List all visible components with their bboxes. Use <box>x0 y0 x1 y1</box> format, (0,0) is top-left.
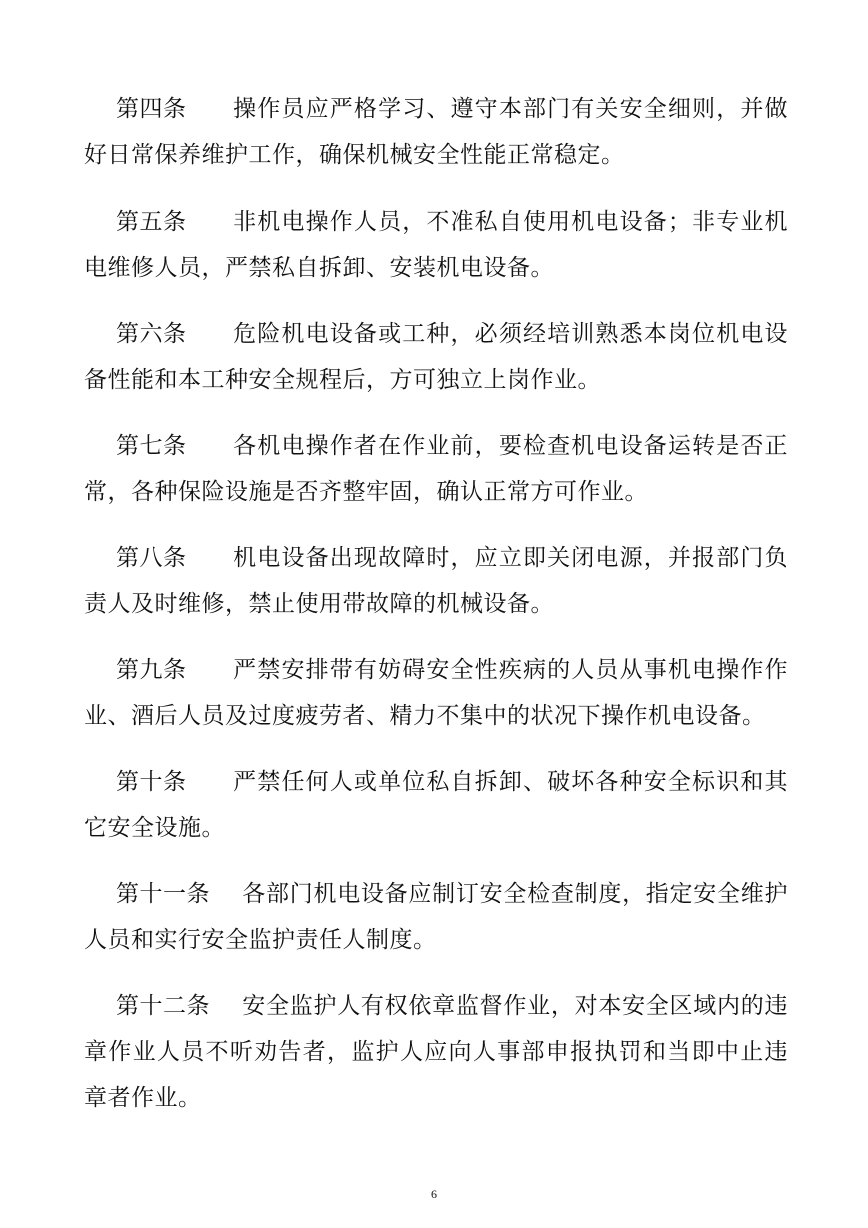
article-12 <box>84 983 788 1121</box>
article-text: 各部门机电设备应制订安全检查制度，指定安全维护人员和实行安全监护责任人制度。 <box>84 881 788 953</box>
article-number: 第六条 <box>116 321 187 347</box>
article-9 <box>84 647 788 739</box>
article-text: 操作员应严格学习、遵守本部门有关安全细则，并做好日常保养维护工作，确保机械安全性能正常稳定。 <box>84 96 788 168</box>
page-number: 6 <box>431 1187 437 1201</box>
article-11 <box>84 871 788 963</box>
article-number: 第八条 <box>116 545 187 571</box>
article-8 <box>84 535 788 627</box>
article-number: 第九条 <box>116 657 187 683</box>
article-number: 第四条 <box>116 96 187 122</box>
article-7 <box>84 423 788 515</box>
article-number: 第十二条 <box>116 993 210 1019</box>
article-10 <box>84 759 788 851</box>
article-text: 机电设备出现故障时，应立即关闭电源，并报部门负责人及时维修，禁止使用带故障的机械设备。 <box>84 545 788 617</box>
article-text: 各机电操作者在作业前，要检查机电设备运转是否正常，各种保险设施是否齐整牢固，确认正常方可作业。 <box>84 433 788 505</box>
article-text: 严禁任何人或单位私自拆卸、破坏各种安全标识和其它安全设施。 <box>84 769 788 841</box>
article-number: 第十条 <box>116 769 187 795</box>
article-number: 第七条 <box>116 433 187 459</box>
article-6 <box>84 311 788 403</box>
article-text: 严禁安排带有妨碍安全性疾病的人员从事机电操作作业、酒后人员及过度疲劳者、精力不集中的状况下操作机电设备。 <box>84 657 788 729</box>
article-text: 安全监护人有权依章监督作业，对本安全区域内的违章作业人员不听劝告者，监护人应向人事部申报执罚和当即中止违章者作业。 <box>84 993 788 1111</box>
article-text: 非机电操作人员，不准私自使用机电设备；非专业机电维修人员，严禁私自拆卸、安装机电设备。 <box>84 209 788 281</box>
article-number: 第五条 <box>116 209 187 235</box>
article-4 <box>84 86 788 178</box>
article-number: 第十一条 <box>116 881 210 907</box>
article-5 <box>84 199 788 291</box>
article-text: 危险机电设备或工种，必须经培训熟悉本岗位机电设备性能和本工种安全规程后，方可独立上岗作业。 <box>84 321 788 393</box>
